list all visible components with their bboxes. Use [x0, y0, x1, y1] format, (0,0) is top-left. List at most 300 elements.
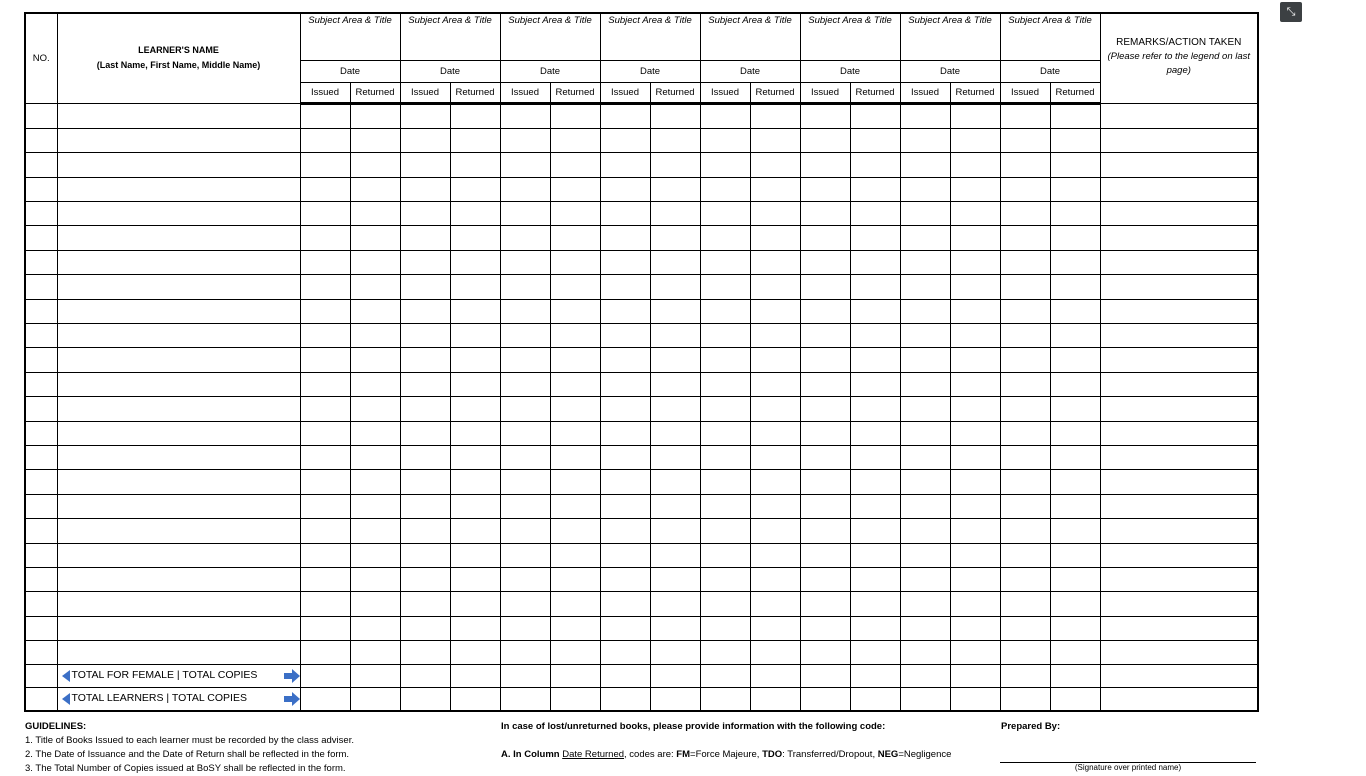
date-cell[interactable]	[650, 641, 700, 665]
date-cell[interactable]	[500, 397, 550, 421]
date-cell[interactable]	[400, 202, 450, 226]
date-cell[interactable]	[900, 397, 950, 421]
date-cell[interactable]	[700, 543, 750, 567]
date-cell[interactable]	[950, 519, 1000, 543]
date-cell[interactable]	[350, 153, 400, 177]
date-cell[interactable]	[400, 421, 450, 445]
remarks-cell[interactable]	[1100, 226, 1258, 250]
date-cell[interactable]	[400, 445, 450, 469]
learner-name-cell[interactable]	[57, 543, 300, 567]
date-cell[interactable]	[700, 226, 750, 250]
date-cell[interactable]	[700, 470, 750, 494]
date-cell[interactable]	[300, 153, 350, 177]
date-cell[interactable]	[500, 445, 550, 469]
date-cell[interactable]	[1000, 641, 1050, 665]
learner-name-cell[interactable]	[57, 397, 300, 421]
learner-name-cell[interactable]	[57, 103, 300, 128]
date-cell[interactable]	[300, 470, 350, 494]
date-cell[interactable]	[1000, 421, 1050, 445]
date-cell[interactable]	[300, 445, 350, 469]
date-cell[interactable]	[300, 226, 350, 250]
date-cell[interactable]	[550, 445, 600, 469]
row-no-cell[interactable]	[25, 421, 57, 445]
learner-name-cell[interactable]	[57, 470, 300, 494]
date-cell[interactable]	[1050, 250, 1100, 274]
date-cell[interactable]	[550, 153, 600, 177]
date-cell[interactable]	[950, 641, 1000, 665]
date-cell[interactable]	[450, 616, 500, 640]
remarks-cell[interactable]	[1100, 494, 1258, 518]
total-value-cell[interactable]	[1050, 688, 1100, 712]
row-no-cell[interactable]	[25, 372, 57, 396]
date-cell[interactable]	[800, 543, 850, 567]
remarks-cell[interactable]	[1100, 299, 1258, 323]
date-cell[interactable]	[350, 519, 400, 543]
date-cell[interactable]	[350, 397, 400, 421]
date-cell[interactable]	[550, 275, 600, 299]
date-cell[interactable]	[850, 299, 900, 323]
date-cell[interactable]	[800, 153, 850, 177]
date-cell[interactable]	[700, 177, 750, 201]
date-cell[interactable]	[350, 275, 400, 299]
total-value-cell[interactable]	[850, 688, 900, 712]
date-cell[interactable]	[800, 616, 850, 640]
date-cell[interactable]	[600, 543, 650, 567]
date-cell[interactable]	[500, 202, 550, 226]
date-cell[interactable]	[1050, 324, 1100, 348]
date-cell[interactable]	[1050, 372, 1100, 396]
date-cell[interactable]	[900, 324, 950, 348]
total-value-cell[interactable]	[1000, 688, 1050, 712]
date-cell[interactable]	[1050, 567, 1100, 591]
date-cell[interactable]	[800, 519, 850, 543]
date-cell[interactable]	[900, 567, 950, 591]
date-cell[interactable]	[1050, 275, 1100, 299]
date-cell[interactable]	[850, 372, 900, 396]
date-cell[interactable]	[800, 177, 850, 201]
learner-name-cell[interactable]	[57, 567, 300, 591]
learner-name-cell[interactable]	[57, 372, 300, 396]
date-cell[interactable]	[500, 616, 550, 640]
date-cell[interactable]	[900, 299, 950, 323]
row-no-cell[interactable]	[25, 299, 57, 323]
date-cell[interactable]	[800, 641, 850, 665]
date-cell[interactable]	[950, 202, 1000, 226]
date-cell[interactable]	[850, 616, 900, 640]
date-cell[interactable]	[600, 421, 650, 445]
date-cell[interactable]	[600, 202, 650, 226]
date-cell[interactable]	[450, 397, 500, 421]
row-no-cell[interactable]	[25, 494, 57, 518]
row-no-cell[interactable]	[25, 616, 57, 640]
expand-icon[interactable]: ⤡	[1280, 2, 1302, 22]
date-cell[interactable]	[650, 372, 700, 396]
date-cell[interactable]	[950, 153, 1000, 177]
date-cell[interactable]	[300, 299, 350, 323]
date-cell[interactable]	[400, 616, 450, 640]
date-cell[interactable]	[700, 103, 750, 128]
date-cell[interactable]	[700, 397, 750, 421]
row-no-cell[interactable]	[25, 153, 57, 177]
total-value-cell[interactable]	[750, 665, 800, 688]
date-cell[interactable]	[1050, 153, 1100, 177]
date-cell[interactable]	[900, 519, 950, 543]
date-cell[interactable]	[400, 543, 450, 567]
total-value-cell[interactable]	[900, 688, 950, 712]
date-cell[interactable]	[650, 445, 700, 469]
date-cell[interactable]	[1000, 592, 1050, 616]
date-cell[interactable]	[900, 177, 950, 201]
date-cell[interactable]	[950, 128, 1000, 152]
date-cell[interactable]	[300, 275, 350, 299]
date-cell[interactable]	[900, 445, 950, 469]
date-cell[interactable]	[1050, 397, 1100, 421]
date-cell[interactable]	[500, 177, 550, 201]
date-cell[interactable]	[350, 372, 400, 396]
date-cell[interactable]	[400, 494, 450, 518]
date-cell[interactable]	[300, 372, 350, 396]
date-cell[interactable]	[900, 348, 950, 372]
row-no-cell[interactable]	[25, 202, 57, 226]
date-cell[interactable]	[1000, 372, 1050, 396]
date-cell[interactable]	[550, 543, 600, 567]
date-cell[interactable]	[350, 445, 400, 469]
date-cell[interactable]	[800, 494, 850, 518]
date-cell[interactable]	[300, 177, 350, 201]
learner-name-cell[interactable]	[57, 202, 300, 226]
total-value-cell[interactable]	[550, 665, 600, 688]
date-cell[interactable]	[400, 519, 450, 543]
date-cell[interactable]	[550, 397, 600, 421]
date-cell[interactable]	[350, 103, 400, 128]
date-cell[interactable]	[450, 299, 500, 323]
date-cell[interactable]	[850, 543, 900, 567]
date-cell[interactable]	[600, 275, 650, 299]
date-cell[interactable]	[500, 519, 550, 543]
date-cell[interactable]	[800, 470, 850, 494]
date-cell[interactable]	[600, 226, 650, 250]
date-cell[interactable]	[750, 348, 800, 372]
total-value-cell[interactable]	[450, 688, 500, 712]
date-cell[interactable]	[1050, 543, 1100, 567]
date-cell[interactable]	[850, 348, 900, 372]
date-cell[interactable]	[850, 202, 900, 226]
date-cell[interactable]	[600, 470, 650, 494]
date-cell[interactable]	[850, 641, 900, 665]
date-cell[interactable]	[850, 250, 900, 274]
date-cell[interactable]	[500, 128, 550, 152]
date-cell[interactable]	[1050, 616, 1100, 640]
remarks-cell[interactable]	[1100, 372, 1258, 396]
date-cell[interactable]	[550, 470, 600, 494]
date-cell[interactable]	[900, 470, 950, 494]
remarks-cell[interactable]	[1100, 128, 1258, 152]
row-no-cell[interactable]	[25, 226, 57, 250]
total-value-cell[interactable]	[350, 665, 400, 688]
row-no-cell[interactable]	[25, 470, 57, 494]
learner-name-cell[interactable]	[57, 641, 300, 665]
date-cell[interactable]	[500, 567, 550, 591]
date-cell[interactable]	[950, 372, 1000, 396]
date-cell[interactable]	[850, 494, 900, 518]
date-cell[interactable]	[400, 299, 450, 323]
date-cell[interactable]	[1000, 543, 1050, 567]
remarks-cell[interactable]	[1100, 519, 1258, 543]
date-cell[interactable]	[800, 592, 850, 616]
total-value-cell[interactable]	[600, 688, 650, 712]
date-cell[interactable]	[950, 494, 1000, 518]
date-cell[interactable]	[400, 372, 450, 396]
date-cell[interactable]	[900, 616, 950, 640]
date-cell[interactable]	[700, 275, 750, 299]
date-cell[interactable]	[550, 519, 600, 543]
date-cell[interactable]	[500, 372, 550, 396]
date-cell[interactable]	[950, 543, 1000, 567]
date-cell[interactable]	[700, 324, 750, 348]
date-cell[interactable]	[400, 128, 450, 152]
learner-name-cell[interactable]	[57, 592, 300, 616]
date-cell[interactable]	[400, 177, 450, 201]
date-cell[interactable]	[900, 641, 950, 665]
learner-name-cell[interactable]	[57, 519, 300, 543]
date-cell[interactable]	[1050, 202, 1100, 226]
date-cell[interactable]	[400, 397, 450, 421]
date-cell[interactable]	[850, 153, 900, 177]
date-cell[interactable]	[300, 324, 350, 348]
date-cell[interactable]	[600, 567, 650, 591]
row-no-cell[interactable]	[25, 397, 57, 421]
date-cell[interactable]	[700, 592, 750, 616]
date-cell[interactable]	[750, 324, 800, 348]
date-cell[interactable]	[550, 372, 600, 396]
date-cell[interactable]	[1000, 567, 1050, 591]
date-cell[interactable]	[650, 348, 700, 372]
date-cell[interactable]	[550, 324, 600, 348]
date-cell[interactable]	[1000, 397, 1050, 421]
date-cell[interactable]	[300, 519, 350, 543]
date-cell[interactable]	[950, 177, 1000, 201]
date-cell[interactable]	[700, 372, 750, 396]
date-cell[interactable]	[900, 372, 950, 396]
date-cell[interactable]	[800, 103, 850, 128]
date-cell[interactable]	[800, 202, 850, 226]
total-value-cell[interactable]	[800, 665, 850, 688]
date-cell[interactable]	[550, 250, 600, 274]
date-cell[interactable]	[300, 397, 350, 421]
total-value-cell[interactable]	[500, 688, 550, 712]
date-cell[interactable]	[800, 299, 850, 323]
date-cell[interactable]	[750, 153, 800, 177]
date-cell[interactable]	[400, 348, 450, 372]
date-cell[interactable]	[600, 250, 650, 274]
date-cell[interactable]	[800, 372, 850, 396]
date-cell[interactable]	[1000, 494, 1050, 518]
date-cell[interactable]	[1050, 128, 1100, 152]
date-cell[interactable]	[600, 372, 650, 396]
total-value-cell[interactable]	[700, 688, 750, 712]
date-cell[interactable]	[300, 641, 350, 665]
date-cell[interactable]	[550, 202, 600, 226]
date-cell[interactable]	[950, 567, 1000, 591]
date-cell[interactable]	[650, 470, 700, 494]
date-cell[interactable]	[500, 153, 550, 177]
date-cell[interactable]	[1050, 641, 1100, 665]
date-cell[interactable]	[850, 445, 900, 469]
date-cell[interactable]	[1000, 445, 1050, 469]
date-cell[interactable]	[300, 202, 350, 226]
date-cell[interactable]	[750, 421, 800, 445]
date-cell[interactable]	[850, 324, 900, 348]
date-cell[interactable]	[600, 494, 650, 518]
date-cell[interactable]	[600, 616, 650, 640]
learner-name-cell[interactable]	[57, 616, 300, 640]
date-cell[interactable]	[900, 128, 950, 152]
date-cell[interactable]	[950, 445, 1000, 469]
date-cell[interactable]	[450, 348, 500, 372]
date-cell[interactable]	[350, 421, 400, 445]
date-cell[interactable]	[1000, 519, 1050, 543]
total-value-cell[interactable]	[900, 665, 950, 688]
date-cell[interactable]	[600, 641, 650, 665]
date-cell[interactable]	[750, 128, 800, 152]
date-cell[interactable]	[1000, 250, 1050, 274]
total-value-cell[interactable]	[1050, 665, 1100, 688]
date-cell[interactable]	[700, 348, 750, 372]
date-cell[interactable]	[700, 494, 750, 518]
date-cell[interactable]	[500, 543, 550, 567]
remarks-cell[interactable]	[1100, 567, 1258, 591]
date-cell[interactable]	[350, 177, 400, 201]
date-cell[interactable]	[850, 177, 900, 201]
date-cell[interactable]	[900, 592, 950, 616]
date-cell[interactable]	[400, 226, 450, 250]
date-cell[interactable]	[1050, 494, 1100, 518]
total-value-cell[interactable]	[450, 665, 500, 688]
date-cell[interactable]	[750, 202, 800, 226]
date-cell[interactable]	[350, 299, 400, 323]
total-value-cell[interactable]	[300, 688, 350, 712]
date-cell[interactable]	[950, 299, 1000, 323]
total-value-cell[interactable]	[950, 665, 1000, 688]
date-cell[interactable]	[650, 592, 700, 616]
date-cell[interactable]	[850, 397, 900, 421]
remarks-cell[interactable]	[1100, 421, 1258, 445]
date-cell[interactable]	[750, 519, 800, 543]
remarks-cell[interactable]	[1100, 324, 1258, 348]
date-cell[interactable]	[1000, 616, 1050, 640]
date-cell[interactable]	[700, 567, 750, 591]
date-cell[interactable]	[950, 103, 1000, 128]
date-cell[interactable]	[350, 348, 400, 372]
date-cell[interactable]	[350, 616, 400, 640]
learner-name-cell[interactable]	[57, 299, 300, 323]
date-cell[interactable]	[450, 103, 500, 128]
date-cell[interactable]	[950, 275, 1000, 299]
remarks-cell[interactable]	[1100, 348, 1258, 372]
date-cell[interactable]	[450, 494, 500, 518]
date-cell[interactable]	[450, 250, 500, 274]
date-cell[interactable]	[850, 128, 900, 152]
date-cell[interactable]	[900, 250, 950, 274]
date-cell[interactable]	[850, 567, 900, 591]
row-no-cell[interactable]	[25, 103, 57, 128]
date-cell[interactable]	[850, 592, 900, 616]
total-value-cell[interactable]	[400, 688, 450, 712]
date-cell[interactable]	[850, 226, 900, 250]
learner-name-cell[interactable]	[57, 324, 300, 348]
date-cell[interactable]	[1050, 470, 1100, 494]
date-cell[interactable]	[700, 641, 750, 665]
date-cell[interactable]	[550, 299, 600, 323]
date-cell[interactable]	[650, 616, 700, 640]
date-cell[interactable]	[950, 592, 1000, 616]
date-cell[interactable]	[300, 250, 350, 274]
total-remarks-cell[interactable]	[1100, 665, 1258, 688]
row-no-cell[interactable]	[25, 592, 57, 616]
date-cell[interactable]	[650, 494, 700, 518]
remarks-cell[interactable]	[1100, 397, 1258, 421]
date-cell[interactable]	[900, 153, 950, 177]
total-value-cell[interactable]	[650, 688, 700, 712]
date-cell[interactable]	[300, 128, 350, 152]
date-cell[interactable]	[400, 641, 450, 665]
date-cell[interactable]	[650, 177, 700, 201]
date-cell[interactable]	[350, 543, 400, 567]
date-cell[interactable]	[800, 275, 850, 299]
remarks-cell[interactable]	[1100, 275, 1258, 299]
row-no-cell[interactable]	[25, 641, 57, 665]
date-cell[interactable]	[750, 592, 800, 616]
date-cell[interactable]	[300, 592, 350, 616]
date-cell[interactable]	[950, 397, 1000, 421]
date-cell[interactable]	[300, 494, 350, 518]
date-cell[interactable]	[600, 445, 650, 469]
date-cell[interactable]	[600, 299, 650, 323]
date-cell[interactable]	[700, 250, 750, 274]
date-cell[interactable]	[1000, 348, 1050, 372]
date-cell[interactable]	[700, 202, 750, 226]
date-cell[interactable]	[500, 226, 550, 250]
row-no-cell[interactable]	[25, 567, 57, 591]
date-cell[interactable]	[300, 543, 350, 567]
date-cell[interactable]	[600, 519, 650, 543]
date-cell[interactable]	[450, 445, 500, 469]
total-value-cell[interactable]	[500, 665, 550, 688]
total-value-cell[interactable]	[350, 688, 400, 712]
remarks-cell[interactable]	[1100, 641, 1258, 665]
date-cell[interactable]	[800, 348, 850, 372]
date-cell[interactable]	[400, 103, 450, 128]
date-cell[interactable]	[700, 128, 750, 152]
total-value-cell[interactable]	[700, 665, 750, 688]
date-cell[interactable]	[950, 470, 1000, 494]
date-cell[interactable]	[500, 275, 550, 299]
row-no-cell[interactable]	[25, 250, 57, 274]
date-cell[interactable]	[1050, 421, 1100, 445]
date-cell[interactable]	[300, 421, 350, 445]
date-cell[interactable]	[750, 397, 800, 421]
date-cell[interactable]	[450, 324, 500, 348]
date-cell[interactable]	[550, 641, 600, 665]
date-cell[interactable]	[650, 202, 700, 226]
date-cell[interactable]	[400, 250, 450, 274]
remarks-cell[interactable]	[1100, 202, 1258, 226]
date-cell[interactable]	[350, 567, 400, 591]
date-cell[interactable]	[700, 421, 750, 445]
date-cell[interactable]	[900, 543, 950, 567]
row-no-cell[interactable]	[25, 177, 57, 201]
date-cell[interactable]	[450, 202, 500, 226]
